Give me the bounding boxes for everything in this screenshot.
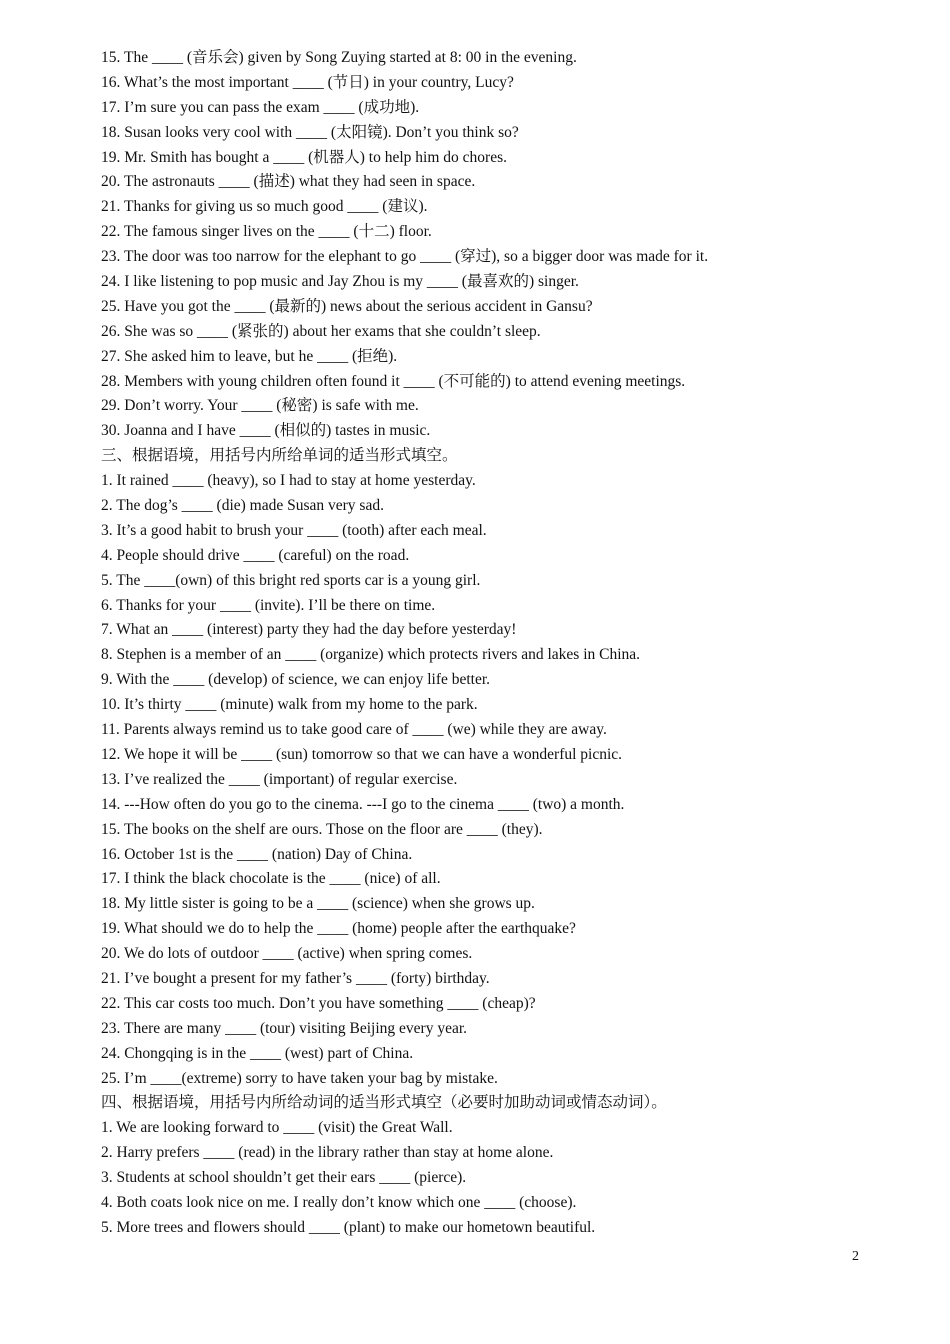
exercise-item: 25. Have you got the ____ (最新的) news about the serious accident in Gansu?: [101, 297, 593, 315]
exercise-item: 3. It’s a good habit to brush your ____ (tooth) after each meal.: [101, 521, 487, 539]
exercise-item: 8. Stephen is a member of an ____ (organize) which protects rivers and lakes in China.: [101, 646, 641, 664]
exercise-item: 21. Thanks for giving us so much good ____ (建议).: [101, 198, 428, 216]
exercise-item: 17. I think the black chocolate is the ____ (nice) of all.: [101, 870, 441, 888]
document-body: [101, 46, 901, 1241]
exercise-item: 12. We hope it will be ____ (sun) tomorrow so that we can have a wonderful picnic.: [101, 745, 623, 763]
exercise-item: 5. More trees and flowers should ____ (plant) to make our hometown beautiful.: [101, 1218, 596, 1236]
exercise-item: 25. I’m ____(extreme) sorry to have taken your bag by mistake.: [101, 1069, 498, 1087]
exercise-item: 18. My little sister is going to be a ____ (science) when she grows up.: [101, 895, 535, 913]
exercise-item: 16. October 1st is the ____ (nation) Day of China.: [101, 845, 413, 863]
exercise-item: 14. ---How often do you go to the cinema. ---I go to the cinema ____ (two) a month.: [101, 795, 625, 813]
exercise-item: 1. It rained ____ (heavy), so I had to stay at home yesterday.: [101, 472, 476, 490]
exercise-item: 22. This car costs too much. Don’t you have something ____ (cheap)?: [101, 994, 536, 1012]
exercise-item: 24. Chongqing is in the ____ (west) part of China.: [101, 1044, 414, 1062]
exercise-item: 6. Thanks for your ____ (invite). I’ll be there on time.: [101, 596, 436, 614]
exercise-item: 19. Mr. Smith has bought a ____ (机器人) to help him do chores.: [101, 148, 507, 166]
exercise-item: 4. People should drive ____ (careful) on the road.: [101, 546, 410, 564]
exercise-item: 11. Parents always remind us to take good care of ____ (we) while they are away.: [101, 721, 607, 739]
exercise-item: 15. The ____ (音乐会) given by Song Zuying started at 8: 00 in the evening.: [101, 49, 577, 66]
section-heading: 三、根据语境，用括号内所给单词的适当形式填空。: [101, 447, 458, 465]
exercise-item: 24. I like listening to pop music and Jay Zhou is my ____ (最喜欢的) singer.: [101, 273, 579, 291]
exercise-item: 22. The famous singer lives on the ____ (十二) floor.: [101, 223, 432, 241]
exercise-item: 18. Susan looks very cool with ____ (太阳镜). Don’t you think so?: [101, 123, 519, 141]
section-3: [101, 444, 901, 1091]
exercise-item: 28. Members with young children often found it ____ (不可能的) to attend evening meetings.: [101, 372, 686, 390]
exercise-item: 10. It’s thirty ____ (minute) walk from my home to the park.: [101, 696, 478, 714]
exercise-item: 27. She asked him to leave, but he ____ (拒绝).: [101, 347, 398, 365]
exercise-item: 23. There are many ____ (tour) visiting Beijing every year.: [101, 1019, 468, 1037]
exercise-item: 21. I’ve bought a present for my father’s ____ (forty) birthday.: [101, 969, 490, 987]
page-number: 2: [852, 1249, 859, 1264]
exercise-item: 20. We do lots of outdoor ____ (active) when spring comes.: [101, 945, 473, 963]
exercise-item: 7. What an ____ (interest) party they had the day before yesterday!: [101, 621, 517, 639]
exercise-item: 13. I’ve realized the ____ (important) of regular exercise.: [101, 770, 458, 788]
section-4: [101, 1091, 901, 1240]
section-2-items: [101, 46, 901, 444]
exercise-item: 3. Students at school shouldn’t get their ears ____ (pierce).: [101, 1169, 467, 1187]
exercise-item: 15. The books on the shelf are ours. Those on the floor are ____ (they).: [101, 820, 543, 838]
exercise-item: 2. Harry prefers ____ (read) in the library rather than stay at home alone.: [101, 1144, 554, 1162]
exercise-item: 2. The dog’s ____ (die) made Susan very sad.: [101, 497, 384, 515]
section-heading: 四、根据语境，用括号内所给动词的适当形式填空（必要时加助动词或情态动词）。: [101, 1094, 667, 1112]
exercise-item: 30. Joanna and I have ____ (相似的) tastes in music.: [101, 422, 431, 440]
exercise-item: 20. The astronauts ____ (描述) what they had seen in space.: [101, 173, 476, 191]
exercise-item: 9. With the ____ (develop) of science, we can enjoy life better.: [101, 671, 491, 689]
exercise-item: 17. I’m sure you can pass the exam ____ (成功地).: [101, 98, 420, 116]
exercise-item: 5. The ____(own) of this bright red sports car is a young girl.: [101, 571, 481, 589]
exercise-item: 4. Both coats look nice on me. I really don’t know which one ____ (choose).: [101, 1193, 577, 1211]
exercise-item: 1. We are looking forward to ____ (visit) the Great Wall.: [101, 1119, 453, 1137]
exercise-item: 19. What should we do to help the ____ (home) people after the earthquake?: [101, 920, 576, 938]
exercise-item: 26. She was so ____ (紧张的) about her exams that she couldn’t sleep.: [101, 322, 541, 340]
exercise-item: 23. The door was too narrow for the elephant to go ____ (穿过), so a bigger door was made for it.: [101, 248, 709, 266]
exercise-item: 29. Don’t worry. Your ____ (秘密) is safe with me.: [101, 397, 419, 415]
exercise-item: 16. What’s the most important ____ (节日) in your country, Lucy?: [101, 73, 514, 91]
